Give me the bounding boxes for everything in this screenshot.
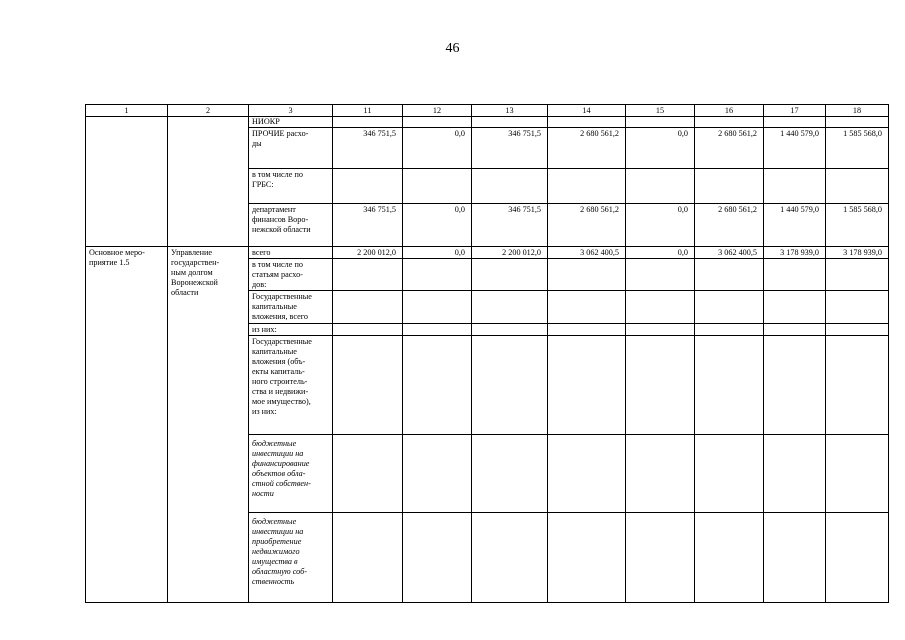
value-cell: 2 680 561,2 [548, 204, 626, 247]
value-cell: 1 440 579,0 [764, 128, 826, 169]
table-cell [764, 117, 826, 128]
value-cell [695, 324, 764, 336]
value-cell [333, 169, 403, 204]
row-label: ПРОЧИЕ расхо- ды [249, 128, 333, 169]
value-cell: 3 178 939,0 [826, 247, 889, 259]
page-number: 46 [445, 41, 460, 56]
value-cell [626, 336, 695, 435]
value-cell: 0,0 [626, 204, 695, 247]
column-header: 1 [86, 105, 168, 117]
header-row [86, 105, 889, 117]
row-label: НИОКР [249, 117, 333, 128]
value-cell: 3 062 400,5 [548, 247, 626, 259]
table-row [86, 117, 889, 128]
table-cell [86, 117, 168, 247]
value-cell: 1 585 568,0 [826, 204, 889, 247]
value-cell [764, 336, 826, 435]
value-cell: 1 440 579,0 [764, 204, 826, 247]
value-cell: 346 751,5 [333, 128, 403, 169]
value-cell [764, 169, 826, 204]
row-label: департамент финансов Воро- нежской области [249, 204, 333, 247]
value-cell [695, 259, 764, 291]
value-cell [764, 324, 826, 336]
column-header: 12 [403, 105, 472, 117]
column-header: 2 [168, 105, 249, 117]
value-cell [333, 259, 403, 291]
value-cell: 0,0 [403, 204, 472, 247]
value-cell [333, 291, 403, 324]
value-cell [472, 169, 548, 204]
value-cell [472, 291, 548, 324]
table-cell [168, 117, 249, 247]
value-cell [626, 259, 695, 291]
value-cell [333, 435, 403, 513]
value-cell [548, 291, 626, 324]
value-cell [626, 324, 695, 336]
table-cell [626, 117, 695, 128]
table-cell [695, 117, 764, 128]
value-cell: 1 585 568,0 [826, 128, 889, 169]
value-cell [826, 435, 889, 513]
value-cell [548, 169, 626, 204]
value-cell [333, 513, 403, 603]
row-label: в том числе по статьям расхо- дов: [249, 259, 333, 291]
value-cell [695, 435, 764, 513]
value-cell [403, 513, 472, 603]
value-cell [826, 169, 889, 204]
value-cell: 2 680 561,2 [548, 128, 626, 169]
value-cell [626, 291, 695, 324]
value-cell: 2 680 561,2 [695, 204, 764, 247]
value-cell [472, 259, 548, 291]
value-cell: 3 062 400,5 [695, 247, 764, 259]
table-cell [333, 117, 403, 128]
value-cell: 0,0 [626, 247, 695, 259]
value-cell [764, 435, 826, 513]
table-cell [548, 117, 626, 128]
value-cell [826, 324, 889, 336]
budget-table [85, 104, 889, 603]
activity-name: Основное меро- приятие 1.5 [86, 247, 168, 603]
value-cell [403, 324, 472, 336]
column-header: 16 [695, 105, 764, 117]
value-cell [333, 336, 403, 435]
value-cell: 0,0 [626, 128, 695, 169]
value-cell [826, 291, 889, 324]
column-header: 13 [472, 105, 548, 117]
value-cell [695, 513, 764, 603]
row-label: из них: [249, 324, 333, 336]
value-cell [826, 336, 889, 435]
value-cell [548, 324, 626, 336]
value-cell: 2 200 012,0 [333, 247, 403, 259]
value-cell [403, 291, 472, 324]
value-cell: 2 680 561,2 [695, 128, 764, 169]
row-label: бюджетные инвестиции на приобретение недвижимого имущества в областную соб- ственность [249, 513, 333, 603]
value-cell [764, 259, 826, 291]
value-cell [548, 336, 626, 435]
value-cell [764, 513, 826, 603]
value-cell [826, 259, 889, 291]
row-label: в том числе по ГРБС: [249, 169, 333, 204]
value-cell [626, 513, 695, 603]
value-cell [472, 336, 548, 435]
table-cell [826, 117, 889, 128]
column-header: 18 [826, 105, 889, 117]
column-header: 17 [764, 105, 826, 117]
value-cell [403, 259, 472, 291]
column-header: 14 [548, 105, 626, 117]
value-cell [548, 259, 626, 291]
value-cell: 346 751,5 [333, 204, 403, 247]
value-cell [695, 169, 764, 204]
value-cell: 0,0 [403, 128, 472, 169]
value-cell [826, 513, 889, 603]
column-header: 15 [626, 105, 695, 117]
value-cell: 3 178 939,0 [764, 247, 826, 259]
table-row [86, 247, 889, 259]
value-cell: 346 751,5 [472, 128, 548, 169]
value-cell [626, 169, 695, 204]
value-cell: 0,0 [403, 247, 472, 259]
value-cell [548, 513, 626, 603]
column-header: 11 [333, 105, 403, 117]
value-cell [472, 324, 548, 336]
value-cell [626, 435, 695, 513]
value-cell [695, 336, 764, 435]
row-label: бюджетные инвестиции на финансирование объектов обла- стной собствен- ности [249, 435, 333, 513]
value-cell [548, 435, 626, 513]
row-label: Государственные капитальные вложения, всего [249, 291, 333, 324]
table-body [86, 105, 889, 603]
value-cell [403, 435, 472, 513]
value-cell [333, 324, 403, 336]
value-cell: 346 751,5 [472, 204, 548, 247]
value-cell [403, 169, 472, 204]
value-cell [695, 291, 764, 324]
value-cell [472, 513, 548, 603]
row-label: всего [249, 247, 333, 259]
row-label: Государственные капитальные вложения (объ- екты капиталь- ного строитель- ства и недвижи- мое имущество), из них: [249, 336, 333, 435]
table-cell [472, 117, 548, 128]
table-cell [403, 117, 472, 128]
value-cell [472, 435, 548, 513]
value-cell [764, 291, 826, 324]
activity-description: Управление государствен- ным долгом Воронежской области [168, 247, 249, 603]
value-cell [403, 336, 472, 435]
column-header: 3 [249, 105, 333, 117]
value-cell: 2 200 012,0 [472, 247, 548, 259]
